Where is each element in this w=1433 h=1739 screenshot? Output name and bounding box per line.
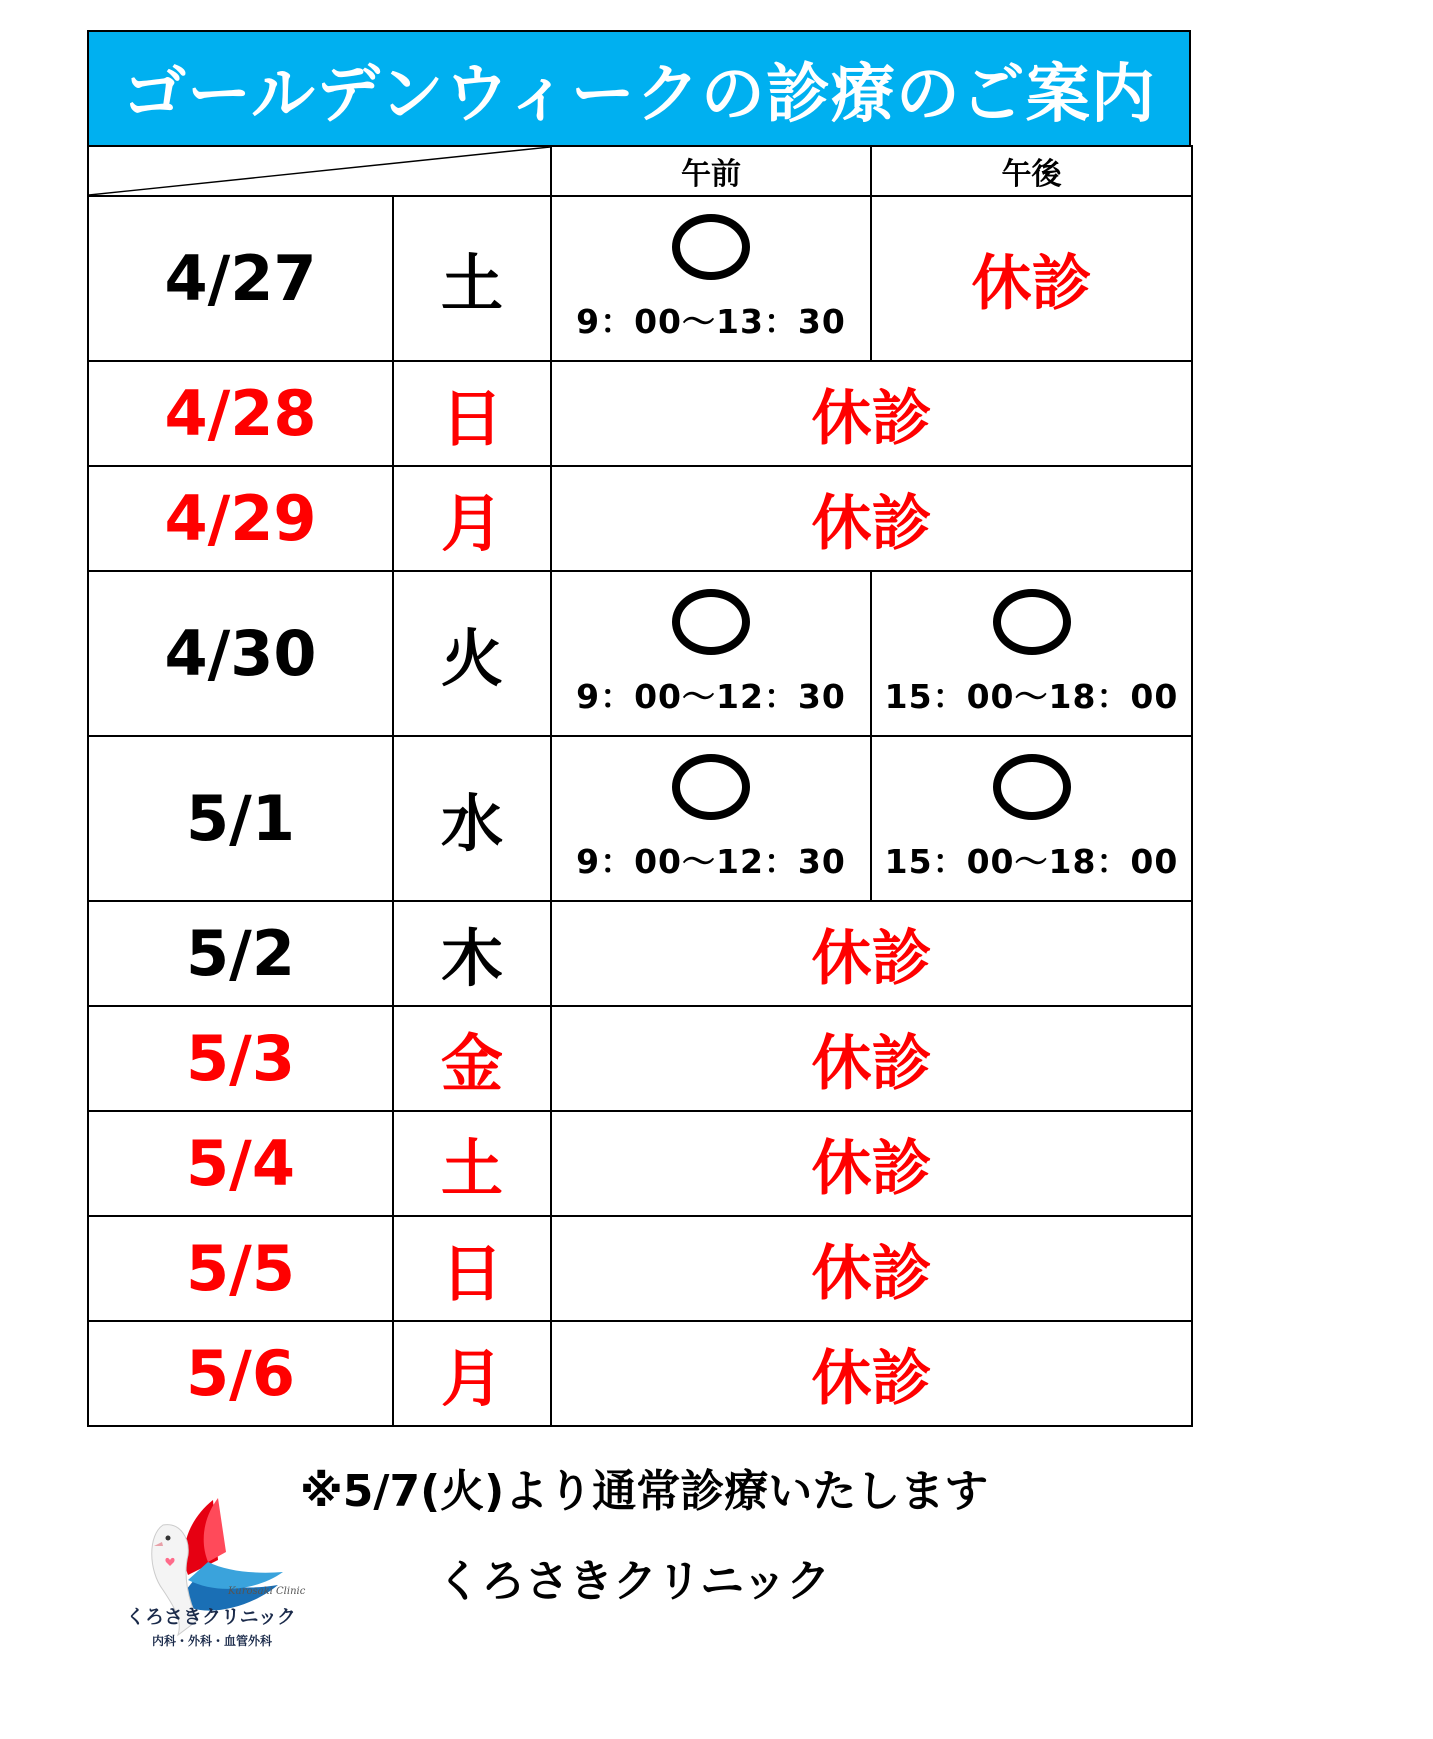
table-row [88,571,1192,736]
table-row [88,901,1192,1006]
table-row [88,1006,1192,1111]
logo-departments: 内科・外科・血管外科 [152,1634,273,1648]
hours-label: 9：00～12：30 [576,842,846,881]
weekday-cell [393,1111,551,1216]
weekday-cell [393,196,551,361]
weekday-label: 木 [440,922,503,995]
date-cell [88,1321,393,1426]
resume-note: ※5/7(火)より通常診療いたします [300,1466,989,1517]
date-cell [88,571,393,736]
open-cell-pm [871,736,1192,901]
open-circle-icon [672,754,750,820]
date-label: 5/1 [186,782,295,855]
closed-label: 休診 [971,248,1092,319]
logo-english-name: Kurosaki Clinic [228,1586,306,1597]
closed-label: 休診 [811,1238,932,1309]
page-title: ゴールデンウィークの診療のご案内 [122,57,1156,132]
open-circle-icon [672,214,750,280]
weekday-label: 日 [440,1237,503,1310]
open-circle-icon [993,754,1071,820]
date-cell [88,901,393,1006]
schedule-table [87,145,1193,1427]
closed-cell [551,1321,1192,1426]
open-cell-am [551,196,871,361]
date-cell [88,196,393,361]
date-label: 4/29 [164,482,317,555]
weekday-cell [393,901,551,1006]
hours-label: 9：00～12：30 [576,677,846,716]
open-circle-icon [993,589,1071,655]
open-cell-am [551,571,871,736]
header-am-label: 午前 [681,157,741,192]
clinic-name: くろさきクリニック [437,1556,831,1607]
logo-japanese-name: くろさきクリニック [126,1606,296,1628]
date-cell [88,361,393,466]
table-row [88,1111,1192,1216]
closed-cell [551,901,1192,1006]
date-label: 5/6 [186,1337,295,1410]
closed-label: 休診 [811,1133,932,1204]
weekday-cell [393,1321,551,1426]
closed-cell [551,1006,1192,1111]
date-label: 4/27 [164,242,317,315]
header-row [88,146,1192,196]
open-cell-pm [871,571,1192,736]
closed-label: 休診 [811,488,932,559]
header-corner [88,146,551,196]
weekday-label: 土 [440,247,503,320]
date-cell [88,736,393,901]
weekday-cell [393,1216,551,1321]
weekday-label: 火 [440,622,503,695]
closed-cell [551,466,1192,571]
hours-label: 15：00～18：00 [884,842,1179,881]
weekday-label: 土 [440,1132,503,1205]
header-pm [871,146,1192,196]
header-pm-label: 午後 [1001,157,1062,192]
weekday-label: 日 [440,382,503,455]
date-label: 4/28 [164,377,317,450]
weekday-cell [393,1006,551,1111]
table-row [88,1321,1192,1426]
table-row [88,361,1192,466]
closed-label: 休診 [811,383,932,454]
table-row [88,466,1192,571]
date-cell [88,466,393,571]
weekday-cell [393,466,551,571]
date-label: 5/2 [186,917,295,990]
weekday-cell [393,361,551,466]
hours-label: 15：00～18：00 [884,677,1179,716]
closed-label: 休診 [811,923,932,994]
closed-cell [551,1216,1192,1321]
closed-label: 休診 [811,1343,932,1414]
open-cell-am [551,736,871,901]
hours-label: 9：00～13：30 [576,302,846,341]
weekday-label: 水 [440,787,503,860]
weekday-cell [393,571,551,736]
weekday-label: 月 [440,1342,503,1415]
weekday-label: 月 [440,487,503,560]
table-row [88,196,1192,361]
weekday-cell [393,736,551,901]
date-label: 5/3 [186,1022,295,1095]
date-cell [88,1216,393,1321]
closed-cell [551,1111,1192,1216]
date-label: 4/30 [164,617,317,690]
table-row [88,736,1192,901]
date-cell [88,1111,393,1216]
date-cell [88,1006,393,1111]
weekday-label: 金 [440,1027,503,1100]
schedule-sheet [87,30,1191,1427]
date-label: 5/4 [186,1127,295,1200]
closed-cell-pm [871,196,1192,361]
closed-label: 休診 [811,1028,932,1099]
header-am [551,146,871,196]
closed-cell [551,361,1192,466]
date-label: 5/5 [186,1232,295,1305]
title-bar [87,30,1191,145]
table-row [88,1216,1192,1321]
open-circle-icon [672,589,750,655]
